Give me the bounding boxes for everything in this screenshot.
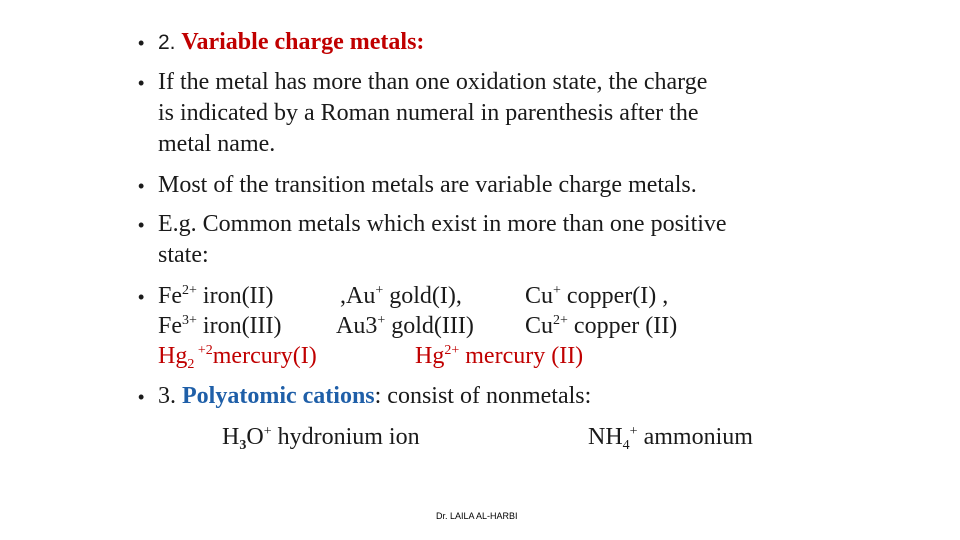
heading-variable-charge — [138, 27, 424, 58]
bullet: • — [138, 73, 145, 93]
heading-polyatomic-cations — [138, 381, 591, 412]
section-rest: : consist of nonmetals: — [374, 383, 592, 409]
bullet: • — [138, 387, 145, 407]
ion-ammonium: $NH_4^+$ ammonium — [588, 424, 753, 453]
bullet: • — [138, 215, 145, 235]
section-title: Variable charge metals: — [181, 29, 425, 55]
ion-au1: ,Au+ gold(I), — [340, 283, 462, 309]
section-number: 3. — [158, 383, 182, 409]
section-title: Polyatomic cations — [182, 383, 375, 409]
paragraph-roman-numeral-b: is indicated by a Roman numeral in parenthesis after the — [158, 100, 699, 126]
footer-author: Dr. LAILA AL-HARBI — [436, 511, 518, 521]
section-number: 2. — [158, 31, 182, 54]
ion-hydronium: $H_3O^+$ hydronium ion — [222, 424, 420, 453]
paragraph-roman-numeral-a — [138, 67, 707, 98]
ion-au3: Au3+ gold(III) — [336, 313, 474, 339]
ion-fe2: $Fe^{2+}$ iron(II) — [158, 283, 274, 309]
ion-hg2: $Hg^{2+}$ mercury (II) — [415, 343, 584, 369]
paragraph-roman-numeral-c: metal name. — [158, 131, 276, 157]
paragraph-examples-a — [138, 209, 727, 240]
text: E.g. Common metals which exist in more than one positive — [158, 211, 727, 237]
text: Most of the transition metals are variable charge metals. — [158, 172, 697, 198]
bullet: • — [138, 176, 145, 196]
ion-fe3: $Fe^{3+}$ iron(III) — [158, 313, 282, 339]
text: If the metal has more than one oxidation state, the charge — [158, 69, 708, 95]
bullet: • — [138, 287, 145, 307]
ion-hg2-2: $Hg_2$ $^{+2}$mercury(I) — [158, 343, 317, 372]
paragraph-transition-metals — [138, 170, 697, 201]
ion-cu2: $Cu^{2+}$ copper (II) — [525, 313, 678, 339]
ion-cu1: Cu+ copper(I) , — [525, 283, 669, 309]
paragraph-examples-b: state: — [158, 242, 209, 268]
bullet: • — [138, 33, 145, 53]
